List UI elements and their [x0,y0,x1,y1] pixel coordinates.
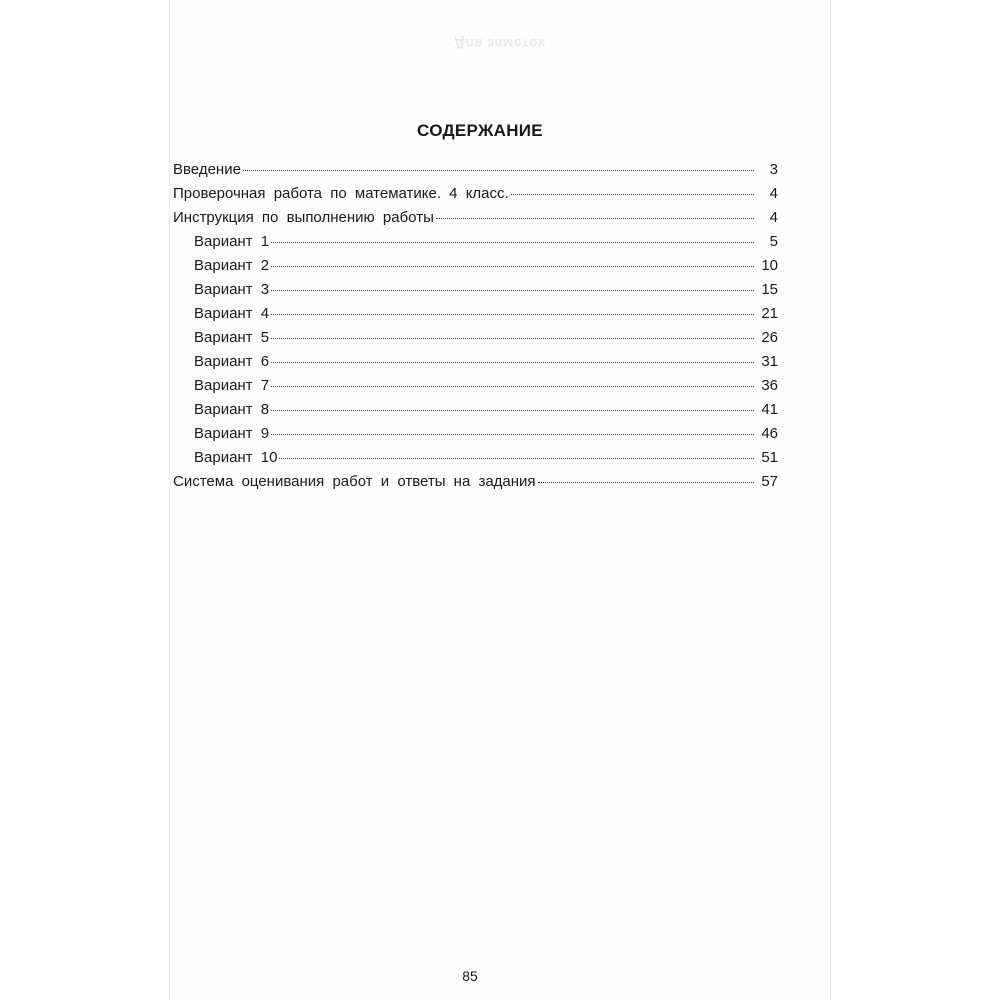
toc-entry-label: Вариант 9 [194,425,270,442]
toc-entry-page-number: 36 [761,377,778,394]
toc-entry-page-number: 3 [769,161,778,178]
toc-entry [173,254,778,278]
toc-entry-page-number: 15 [761,281,778,298]
dot-leader [271,362,754,363]
toc-entry-label: Проверочная работа по математике. 4 класс. [173,185,509,202]
dot-leader [279,458,754,459]
toc-entry-page-number: 31 [761,353,778,370]
toc-entry-page-number: 5 [769,233,778,250]
toc-entry-label: Вариант 10 [194,449,278,466]
toc-entry [173,326,778,350]
table-of-contents [173,158,778,494]
toc-entry-label: Вариант 1 [194,233,270,250]
dot-leader [271,434,754,435]
toc-entry-page-number: 4 [769,185,778,202]
toc-entry [173,206,778,230]
toc-entry-page-number: 46 [761,425,778,442]
dot-leader [271,386,754,387]
toc-entry-page-number: 57 [761,473,778,490]
show-through-running-head: Для заметок [454,36,546,52]
dot-leader [271,290,754,291]
toc-entry [173,230,778,254]
toc-entry-page-number: 51 [761,449,778,466]
toc-entry [173,470,778,494]
toc-entry-page-number: 41 [761,401,778,418]
toc-entry-label: Введение [173,161,241,178]
toc-entry [173,398,778,422]
toc-entry-label: Вариант 4 [194,305,270,322]
toc-entry [173,278,778,302]
toc-entry [173,422,778,446]
toc-entry-label: Система оценивания работ и ответы на задания [173,473,536,490]
dot-leader [243,170,754,171]
toc-entry [173,350,778,374]
toc-entry-label: Вариант 7 [194,377,270,394]
toc-entry [173,158,778,182]
toc-entry-label: Инструкция по выполнению работы [173,209,434,226]
dot-leader [436,218,754,219]
dot-leader [511,194,754,195]
dot-leader [538,482,754,483]
book-page [170,0,830,1000]
toc-entry-page-number: 10 [761,257,778,274]
toc-entry-label: Вариант 2 [194,257,270,274]
toc-entry [173,302,778,326]
dot-leader [271,338,754,339]
page-number: 85 [462,968,478,984]
toc-entry [173,446,778,470]
toc-title: СОДЕРЖАНИЕ [417,121,543,140]
toc-entry-label: Вариант 5 [194,329,270,346]
toc-entry [173,182,778,206]
dot-leader [271,242,754,243]
toc-entry-label: Вариант 3 [194,281,270,298]
dot-leader [271,314,754,315]
toc-entry [173,374,778,398]
toc-entry-page-number: 4 [769,209,778,226]
dot-leader [271,410,754,411]
dot-leader [271,266,754,267]
toc-entry-label: Вариант 6 [194,353,270,370]
toc-entry-label: Вариант 8 [194,401,270,418]
toc-entry-page-number: 26 [761,329,778,346]
toc-entry-page-number: 21 [761,305,778,322]
